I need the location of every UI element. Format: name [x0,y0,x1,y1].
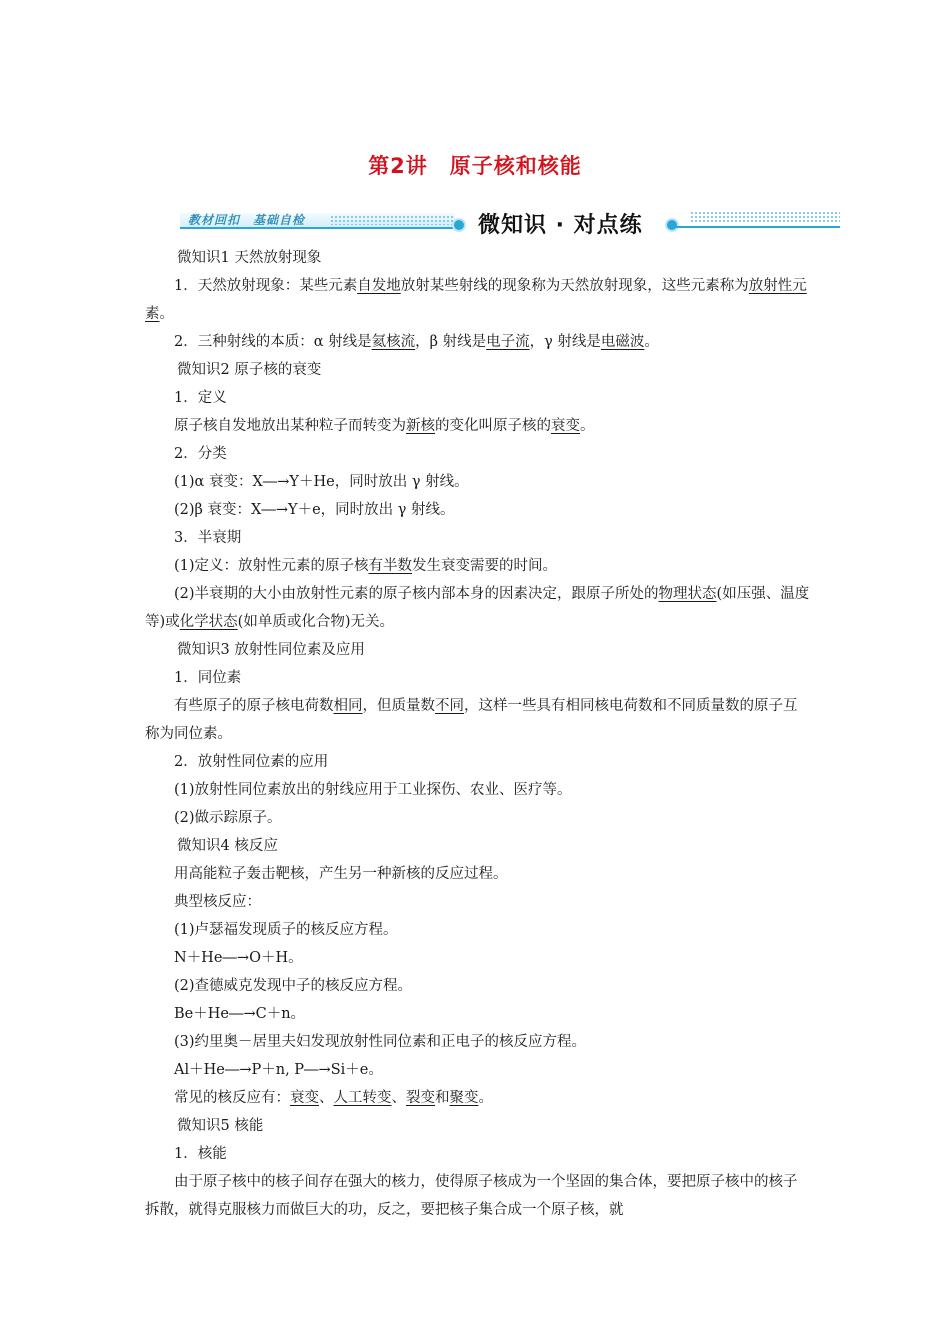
answer-blank: 电子流 [486,334,530,350]
banner-dot-icon [665,218,679,232]
subheading: 2．分类 [174,446,227,462]
section-heading: 微知识5 核能 [177,1118,264,1134]
paragraph: (1)定义：放射性元素的原子核有半数发生衰变需要的时间。 [174,558,558,574]
banner-dot-icon [452,218,466,232]
answer-blank: 电磁波 [600,334,645,350]
answer-blank: 新核 [406,418,435,434]
answer-blank: 氦核流 [371,334,416,350]
subheading: 1．同位素 [174,670,242,686]
equation: N＋He―→O＋H。 [174,950,303,966]
subheading: 1．核能 [174,1146,227,1162]
subheading: 2．放射性同位素的应用 [174,754,329,770]
answer-blank: 聚变 [449,1090,479,1106]
paragraph: (1)α 衰变：X―→Y＋He，同时放出 γ 射线。 [174,474,469,490]
answer-blank: 衰变 [290,1090,319,1106]
paragraph: (1)放射性同位素放出的射线应用于工业探伤、农业、医疗等。 [174,782,572,798]
banner-right-line [675,226,840,228]
page-title: 第2讲 原子核和核能 [368,154,582,178]
section-heading: 微知识1 天然放射现象 [177,250,322,266]
paragraph: 用高能粒子轰击靶核，产生另一种新核的反应过程。 [174,866,508,882]
answer-blank: 物理状态 [658,586,717,602]
paragraph: (2)β 衰变：X―→Y＋e，同时放出 γ 射线。 [174,502,455,518]
section-heading: 微知识4 核反应 [177,838,278,854]
answer-blank: 不同 [435,698,464,714]
answer-blank: 化学状态 [179,614,238,630]
paragraph: (2)半衰期的大小由放射性元素的原子核内部本身的因素决定，跟原子所处的物理状态(如压强、温度等)或化学状态(如单质或化合物)无关。 [145,586,810,630]
equation: Al＋He―→P＋n, P―→Si＋e。 [174,1062,383,1078]
answer-blank: 有半数 [368,558,413,574]
paragraph: (2)做示踪原子。 [174,810,282,826]
paragraph: (3)约里奥－居里夫妇发现放射性同位素和正电子的核反应方程。 [174,1034,587,1050]
paragraph: 典型核反应： [174,894,261,910]
banner-main-label: 微知识 · 对点练 [478,213,643,238]
banner-dots-right [690,211,840,223]
paragraph: (1)卢瑟福发现质子的核反应方程。 [174,922,398,938]
paragraph: 常见的核反应有：衰变、人工转变、裂变和聚变。 [174,1090,493,1106]
subheading: 3．半衰期 [174,530,242,546]
document-body [145,244,810,1224]
section-heading: 微知识2 原子核的衰变 [177,362,322,378]
section-banner [180,205,840,243]
paragraph: (2)查德威克发现中子的核反应方程。 [174,978,413,994]
answer-blank: 自发地 [357,278,401,294]
banner-dots-left [330,215,455,225]
paragraph: 由于原子核中的核子间存在强大的核力，使得原子核成为一个坚固的集合体，要把原子核中的核子拆散，就得克服核力而做巨大的功，反之，要把核子集合成一个原子核，就 [145,1174,798,1218]
paragraph: 有些原子的原子核电荷数相同，但质量数不同，这样一些具有相同核电荷数和不同质量数的原子互称为同位素。 [145,698,798,742]
answer-blank: 相同 [333,698,363,714]
answer-blank: 放射性元素 [145,278,807,322]
answer-blank: 人工转变 [333,1090,392,1106]
section-heading: 微知识3 放射性同位素及应用 [177,642,365,658]
equation: Be＋He―→C＋n。 [174,1006,306,1022]
subheading: 1．定义 [174,390,227,406]
banner-left-label: 教材回扣 基础自检 [188,213,306,227]
paragraph: 原子核自发地放出某种粒子而转变为新核的变化叫原子核的衰变。 [174,418,595,434]
answer-blank: 衰变 [551,418,580,434]
paragraph: 1．天然放射现象：某些元素自发地放射某些射线的现象称为天然放射现象，这些元素称为放射性元素。 [145,278,807,322]
answer-blank: 裂变 [406,1090,435,1106]
paragraph: 2．三种射线的本质：α 射线是氦核流，β 射线是电子流，γ 射线是电磁波。 [174,334,659,350]
